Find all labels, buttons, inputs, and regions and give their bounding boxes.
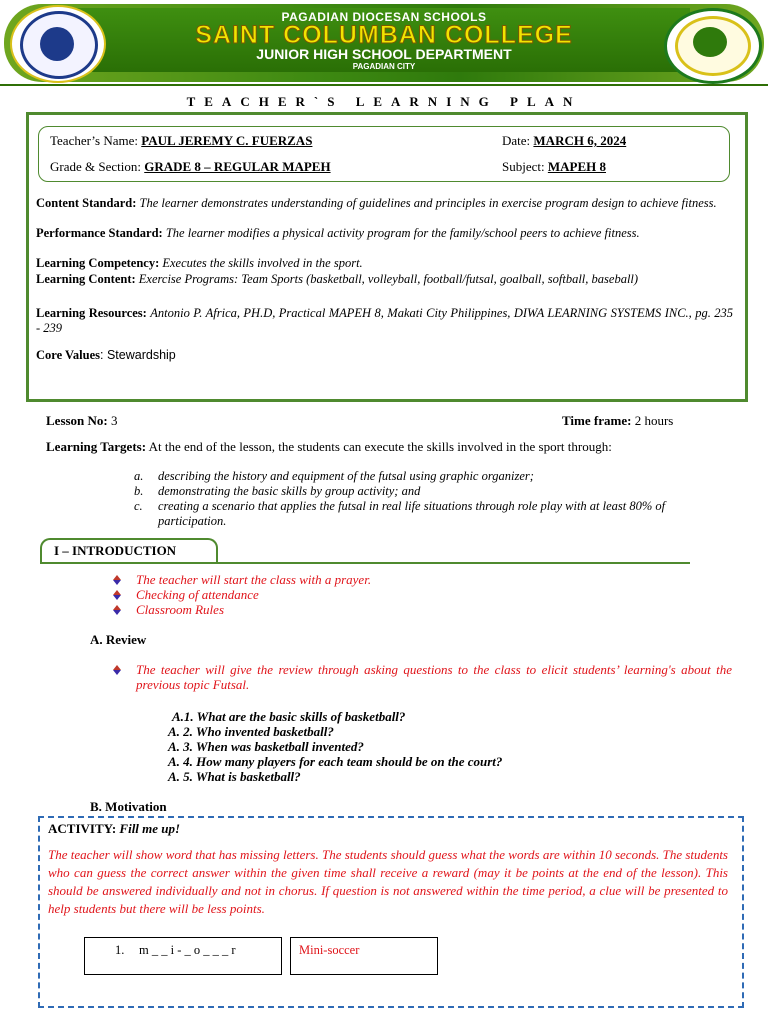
learning-competency-label: Learning Competency: xyxy=(36,256,160,270)
teacher-label: Teacher’s Name: xyxy=(50,133,138,148)
learning-content xyxy=(36,272,733,287)
arrow-bullet-icon xyxy=(112,575,121,584)
teacher-value: PAUL JEREMY C. FUERZAS xyxy=(141,133,313,148)
title-rule xyxy=(0,84,768,86)
time-frame-label: Time frame: xyxy=(562,413,632,428)
core-values-label: Core Values xyxy=(36,348,101,362)
plan-title: TEACHER`S LEARNING PLAN xyxy=(186,94,582,109)
list-item xyxy=(134,499,688,529)
date-label: Date: xyxy=(502,133,531,148)
activity-title xyxy=(48,821,180,837)
header-line1: PAGADIAN DIOCESAN SCHOOLS xyxy=(281,10,487,24)
target-letter: a. xyxy=(134,469,144,483)
city-name: PAGADIAN CITY xyxy=(352,62,416,71)
learning-content-text: Exercise Programs: Team Sports (basketball, volleyball, football/futsal, goalball, softball, baseball) xyxy=(138,272,639,286)
question-2: A. 2. Who invented basketball? xyxy=(168,724,334,739)
performance-standard-text: The learner modifies a physical activity program for the family/school peers to achieve fitness. xyxy=(165,226,640,240)
lesson-no-label: Lesson No: xyxy=(46,413,108,428)
question-4: A. 4. How many players for each team should be on the court? xyxy=(168,754,503,769)
content-standard-text: The learner demonstrates understanding of guidelines and principles in exercise program design to achieve fitness. xyxy=(139,196,717,210)
target-text: describing the history and equipment of the futsal using graphic organizer; xyxy=(158,469,534,483)
core-values xyxy=(36,348,733,363)
arrow-bullet-icon xyxy=(112,605,121,614)
school-name: SAINT COLUMBAN COLLEGE xyxy=(195,21,573,49)
target-letter: b. xyxy=(134,484,144,498)
grade-row xyxy=(50,159,331,175)
core-values-text: : Stewardship xyxy=(100,348,176,362)
item-answer: Mini-soccer xyxy=(299,943,360,957)
date-row xyxy=(502,133,626,149)
review-heading: A. Review xyxy=(90,632,147,647)
question-5: A. 5. What is basketball? xyxy=(168,769,301,784)
arrow-bullet-icon xyxy=(112,590,121,599)
grade-label: Grade & Section: xyxy=(50,159,141,174)
learning-competency-text: Executes the skills involved in the sport. xyxy=(162,256,363,270)
subject-row xyxy=(502,159,606,175)
question-1: A.1. What are the basic skills of basketball? xyxy=(172,709,406,724)
bullet-text: Classroom Rules xyxy=(136,602,224,617)
department-name: JUNIOR HIGH SCHOOL DEPARTMENT xyxy=(256,46,512,62)
intro-bullets xyxy=(112,572,732,617)
review-bullets xyxy=(112,662,732,692)
learning-targets xyxy=(46,439,612,455)
list-item xyxy=(112,572,732,587)
learning-resources xyxy=(36,306,733,336)
target-letter: c. xyxy=(134,499,143,513)
activity-description: The teacher will show word that has missing letters. The students should guess what the words are within 10 seconds. The students who can guess the correct answer within the given time shall receive a reward (may it be points at the end of the lesson). This should be answered individually and not in chorus. If question is not answered within the time period, a clue will be presented to help students but there will be less points. xyxy=(48,847,728,916)
activity-name: Fill me up! xyxy=(119,821,181,836)
time-frame-value: 2 hours xyxy=(634,413,674,428)
subject-value: MAPEH 8 xyxy=(547,159,606,174)
word-cell xyxy=(84,937,282,975)
learning-content-label: Learning Content: xyxy=(36,272,136,286)
answer-cell xyxy=(290,937,438,975)
section-heading-introduction: I – INTRODUCTION xyxy=(54,543,177,558)
teacher-row xyxy=(50,133,312,149)
performance-standard-label: Performance Standard: xyxy=(36,226,163,240)
content-standard-label: Content Standard: xyxy=(36,196,137,210)
activity-label: ACTIVITY: xyxy=(48,821,117,836)
list-item xyxy=(112,587,732,602)
item-word: m _ _ i - _ o _ _ _ r xyxy=(139,943,236,957)
bullet-text: Checking of attendance xyxy=(136,587,259,602)
targets-list xyxy=(134,469,694,529)
learning-targets-text: At the end of the lesson, the students can execute the skills involved in the sport through: xyxy=(148,439,612,454)
performance-standard xyxy=(36,226,733,241)
subject-label: Subject: xyxy=(502,159,545,174)
arrow-bullet-icon xyxy=(112,665,121,674)
date-value: MARCH 6, 2024 xyxy=(533,133,627,148)
bullet-text: The teacher will give the review through asking questions to the class to elicit students’ learning's about the previous topic Futsal. xyxy=(136,662,732,692)
target-text: demonstrating the basic skills by group activity; and xyxy=(158,484,421,498)
bullet-text: The teacher will start the class with a prayer. xyxy=(136,572,372,587)
item-number: 1. xyxy=(115,943,125,957)
lesson-no-value: 3 xyxy=(111,413,118,428)
list-item xyxy=(134,469,694,484)
learning-resources-label: Learning Resources: xyxy=(36,306,147,320)
intro-underline xyxy=(40,562,690,564)
content-standard xyxy=(36,196,733,211)
list-item xyxy=(112,662,732,692)
list-item xyxy=(112,602,732,617)
time-frame xyxy=(562,413,673,429)
grade-value: GRADE 8 – REGULAR MAPEH xyxy=(144,159,331,174)
list-item xyxy=(134,484,694,499)
lesson-no xyxy=(46,413,118,429)
learning-competency xyxy=(36,256,733,271)
question-3: A. 3. When was basketball invented? xyxy=(168,739,364,754)
learning-resources-text: Antonio P. Africa, PH.D, Practical MAPEH 8, Makati City Philippines, DIWA LEARNING SYSTEMS INC., pg. 235 - 239 xyxy=(36,306,733,335)
motivation-heading: B. Motivation xyxy=(90,799,167,814)
learning-targets-label: Learning Targets: xyxy=(46,439,147,454)
target-text: creating a scenario that applies the futsal in real life situations through role play with at least 80% of participation. xyxy=(158,499,666,528)
